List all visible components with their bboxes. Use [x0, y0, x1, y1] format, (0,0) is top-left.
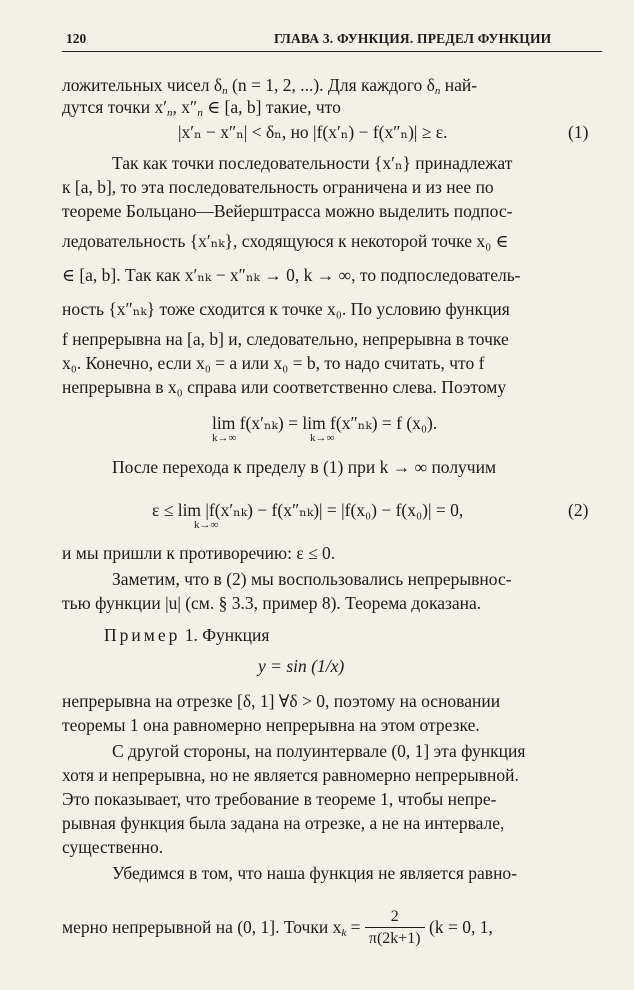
text-line: С другой стороны, на полуинтервале (0, 1] эта функция	[112, 741, 526, 761]
text-line: теореме Больцано—Вейерштрасса можно выделить подпос-	[62, 201, 513, 221]
text-line: непрерывна в x₀ справа или соответственно слева. Поэтому	[62, 377, 507, 397]
text-line: ∈ [a, b]. Так как x′ₙₖ − x″ₙₖ → 0, k → ∞, то подпоследователь-	[62, 265, 521, 285]
equation-2-label: (2)	[568, 500, 589, 520]
text-line: к [a, b], то эта последовательность ограничена и из нее по	[62, 177, 494, 197]
text-line: непрерывна на отрезке [δ, 1] ∀δ > 0, поэтому на основании	[62, 691, 501, 711]
function-formula: y = sin (1/x)	[258, 656, 345, 676]
chapter-title: ГЛАВА 3. ФУНКЦИЯ. ПРЕДЕЛ ФУНКЦИИ	[274, 31, 552, 46]
text-line: ложительных чисел $\delta_n$ (n = 1, 2, ...). Для каждого $\delta_n$ най-	[62, 75, 478, 97]
text-line: теоремы 1 она равномерно непрерывна на этом отрезке.	[62, 715, 480, 735]
text-line: Убедимся в том, что наша функция не является равно-	[112, 863, 518, 883]
text-line: После перехода к пределу в (1) при k → ∞ получим	[112, 457, 497, 477]
text-line: Это показывает, что требование в теореме 1, чтобы непре-	[62, 789, 497, 809]
example-heading: Пример 1. Функция	[104, 625, 270, 645]
text-line: хотя и непрерывна, но не является равномерно непрерывной.	[62, 765, 519, 785]
limit-subscript: k→∞	[194, 519, 219, 531]
text-line: x₀. Конечно, если x₀ = a или x₀ = b, то надо считать, что f	[62, 353, 485, 373]
text-line: f непрерывна на [a, b] и, следовательно, непрерывна в точке	[62, 329, 509, 349]
text-line: существенно.	[62, 837, 164, 857]
equation-2: ε ≤ lim |f(x′ₙₖ) − f(x″ₙₖ)| = |f(x₀) − f(x₀)| = 0,	[152, 500, 464, 520]
text-line: ледовательность {x′ₙₖ}, сходящуюся к некоторой точке x₀ ∈	[62, 231, 509, 251]
text-line: Так как точки последовательности {x′ₙ} принадлежат	[112, 153, 513, 173]
page-number: 120	[66, 31, 87, 46]
limit-subscript: k→∞	[310, 432, 335, 444]
equation-1: |x′ₙ − x″ₙ| < δₙ, но |f(x′ₙ) − f(x″ₙ)| ≥ ε.	[178, 122, 448, 142]
text-line: дутся точки $x'_n$, $x''_n$ ∈ [a, b] такие, что	[62, 97, 341, 119]
fraction: $\frac{2}{\pi(2k+1)}$	[365, 907, 425, 950]
text-line: рывная функция была задана на отрезке, а не на интервале,	[62, 813, 505, 833]
text-line: Заметим, что в (2) мы воспользовались непрерывнос-	[112, 569, 512, 589]
text-line: тью функции |u| (см. § 3.3, пример 8). Теорема доказана.	[62, 593, 482, 613]
equation-1-label: (1)	[568, 122, 589, 142]
limit-subscript: k→∞	[212, 432, 237, 444]
text-line: ность {x″ₙₖ} тоже сходится к точке x₀. По условию функция	[62, 299, 510, 319]
text-line: мерно непрерывной на (0, 1]. Точки $x_k$ = $\frac{2}{\pi(2k+1)}$ (k = 0, 1,	[62, 902, 493, 952]
limit-equation: lim f(x′ₙₖ) = lim f(x″ₙₖ) = f (x₀).	[212, 413, 438, 433]
page-header	[62, 27, 602, 52]
text-line: и мы пришли к противоречию: ε ≤ 0.	[62, 543, 336, 563]
